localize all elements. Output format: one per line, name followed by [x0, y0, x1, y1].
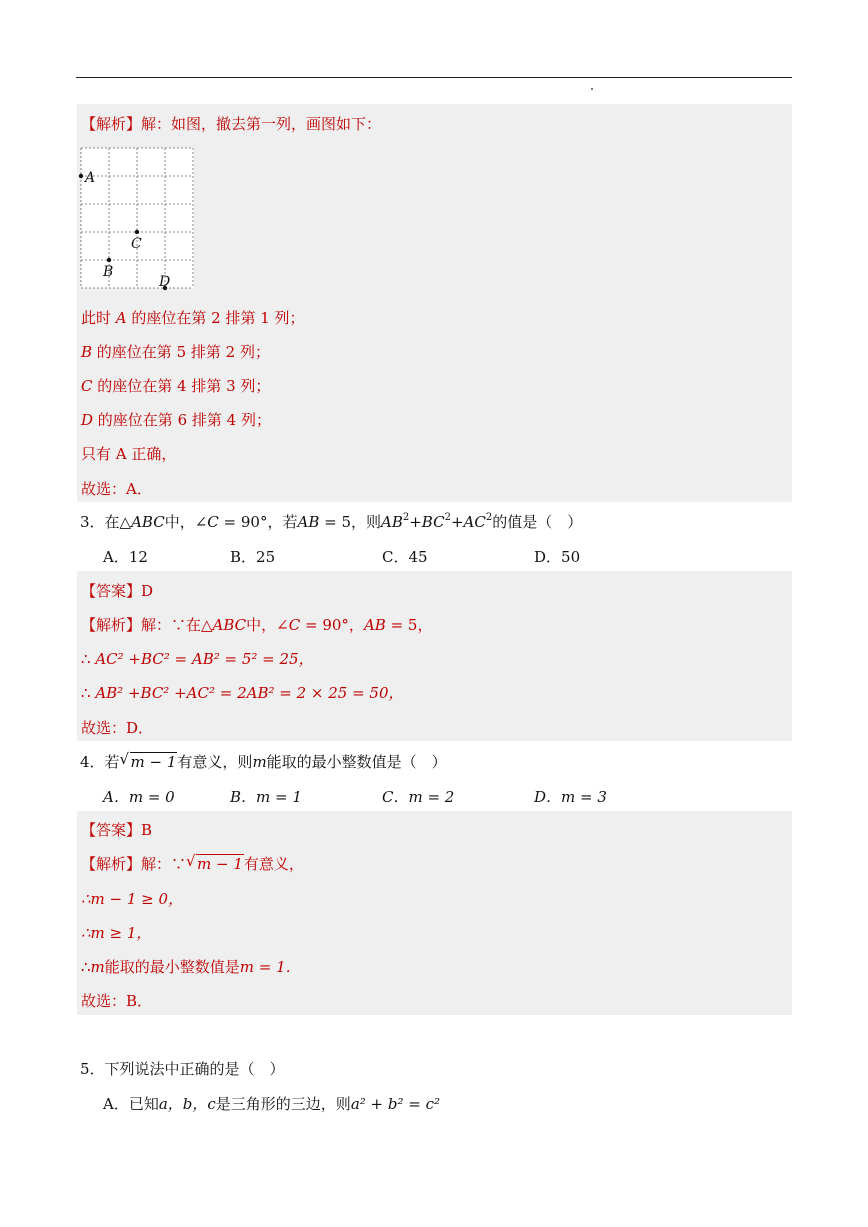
q4-option-d: D．m = 3 — [534, 788, 607, 806]
sqrt-expression: √ m − 1 — [119, 750, 177, 771]
q3-option-b: B．25 — [230, 548, 276, 566]
q4-stem: 4．若 √ m − 1有意义，则m能取的最小整数值是（ ） — [80, 750, 447, 771]
q4-step3: ∴m能取的最小整数值是m = 1． — [81, 958, 301, 976]
q3-choice: 故选：D． — [81, 719, 154, 737]
q4-step2: ∴m ≥ 1， — [81, 924, 152, 942]
q3-analysis-head: 【解析】解：∵在△ABC中，∠C = 90°，AB = 5， — [81, 616, 433, 634]
seat-grid-figure — [75, 145, 205, 295]
q3-stem: 3．在△ABC中，∠C = 90°，若AB = 5，则$AB^2+BC^2+AC^2$的值是（ ） — [80, 512, 583, 531]
q5-option-a: A．已知a，b，c是三角形的三边，则a² + b² = c² — [103, 1095, 441, 1113]
seat-line-only: 只有 A 正确， — [81, 445, 177, 463]
q4-step1: ∴m − 1 ≥ 0， — [81, 890, 184, 908]
q2-choice: 故选：A． — [81, 480, 152, 498]
q4-option-b: B．m = 1 — [230, 788, 302, 806]
seat-line-c: C 的座位在第 4 排第 3 列； — [81, 377, 271, 395]
q5-stem: 5．下列说法中正确的是（ ） — [80, 1060, 285, 1078]
q4-option-c: C．m = 2 — [382, 788, 455, 806]
header-dot — [591, 88, 593, 90]
q3-step2: ∴ AB² +BC² +AC² = 2AB² = 2 × 25 = 50， — [81, 684, 404, 702]
header-rule — [76, 77, 792, 78]
q4-answer: 【答案】B — [81, 821, 153, 839]
grid-point-label: A — [85, 170, 96, 186]
grid-point-a — [79, 174, 83, 178]
grid-point-label: C — [131, 236, 142, 252]
q4-analysis-head: 【解析】解：∵ √ m − 1有意义， — [81, 852, 304, 873]
q4-analysis-panel — [77, 811, 792, 1015]
q3-option-a: A．12 — [103, 548, 148, 566]
q3-step1: ∴ AC² +BC² = AB² = 5² = 25， — [81, 650, 314, 668]
grid-point-label: D — [159, 274, 171, 290]
seat-line-b: B 的座位在第 5 排第 2 列； — [81, 343, 270, 361]
q4-choice: 故选：B． — [81, 992, 153, 1010]
sqrt-expression: √ m − 1 — [186, 852, 243, 873]
q3-option-d: D．50 — [534, 548, 581, 566]
q3-option-c: C．45 — [382, 548, 428, 566]
seat-line-d: D 的座位在第 6 排第 4 列； — [81, 411, 271, 429]
q2-analysis-intro: 【解析】解：如图，撤去第一列，画图如下： — [81, 115, 382, 133]
q3-answer: 【答案】D — [81, 582, 154, 600]
seat-line-a: 此时 A 的座位在第 2 排第 1 列； — [81, 309, 305, 327]
grid-point-label: B — [103, 264, 114, 280]
grid-point-c — [135, 230, 139, 234]
q4-option-a: A．m = 0 — [103, 788, 175, 806]
grid-point-b — [107, 258, 111, 262]
